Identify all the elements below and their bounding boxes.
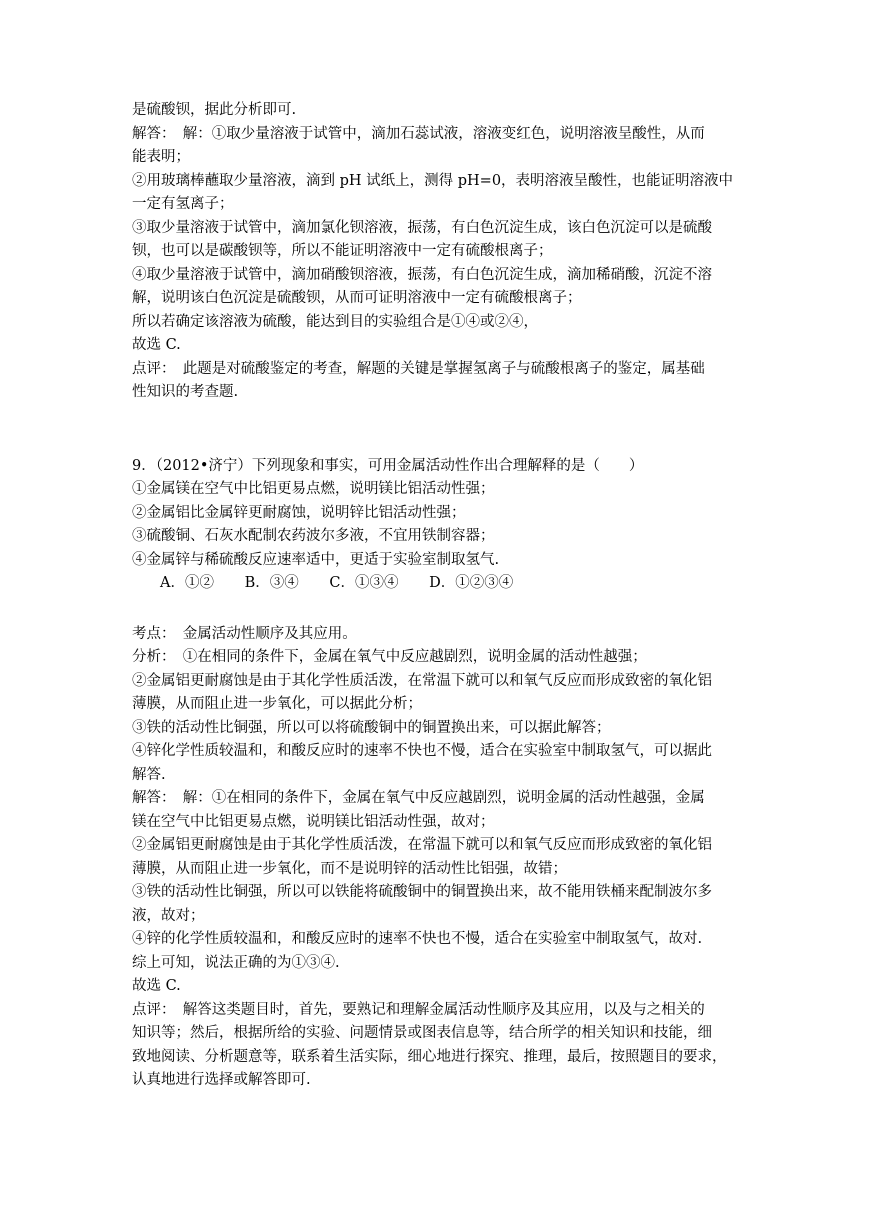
text-line: ③取少量溶液于试管中，滴加氯化钡溶液，振荡，有白色沉淀生成，该白色沉淀可以是硫酸 [132,219,712,236]
statement-line: ③硫酸铜、石灰水配制农药波尔多液，不宜用铁制容器； [132,528,495,544]
text-line: ④锌化学性质较温和，和酸反应时的速率不快也不慢，适合在实验室中制取氢气，可以据此 [132,743,712,759]
text-line: 考点： 金属活动性顺序及其应用。 [132,625,357,642]
document-page [132,99,742,1093]
text-line: ③铁的活动性比铜强，所以可以将硫酸铜中的铜置换出来，可以据此解答； [132,719,611,736]
text-line: ②金属铝更耐腐蚀是由于其化学性质活泼，在常温下就可以和氧气反应而形成致密的氧化铝 [132,837,712,853]
choice-b: B．③④ [244,575,299,591]
question-9-solution [132,623,742,1093]
text-line: 性知识的考查题. [132,384,239,400]
choice-c: C．①③④ [329,575,399,591]
text-line: ②金属铝更耐腐蚀是由于其化学性质活泼，在常温下就可以和氧气反应而形成致密的氧化铝 [132,672,712,689]
text-line: ④取少量溶液于试管中，滴加硝酸钡溶液，振荡，有白色沉淀生成，滴加稀硝酸，沉淀不溶 [132,266,712,283]
text-line: 故选 C. [132,337,181,353]
choice-a: A．①② [160,575,214,591]
text-line: 认真地进行选择或解答即可. [132,1072,311,1088]
choice-d: D．①②③④ [429,575,514,591]
text-line: ④锌的化学性质较温和，和酸反应时的速率不快也不慢，适合在实验室中制取氢气，故对. [132,931,703,947]
text-line: 所以若确定该溶液为硫酸，能达到目的实验组合是①④或②④， [132,313,538,330]
text-line: 点评： 此题是对硫酸鉴定的考查，解题的关键是掌握氢离子与硫酸根离子的鉴定，属基础 [132,360,705,377]
statement-line: ①金属镁在空气中比铝更易点燃，说明镁比铝活动性强； [132,481,495,497]
text-line: 一定有氢离子； [132,196,234,212]
section-spacer [132,405,742,455]
question-9 [132,455,742,1093]
text-line: 分析： ①在相同的条件下，金属在氧气中反应越剧烈，说明金属的活动性越强； [132,649,647,665]
text-line: 能表明； [132,149,190,165]
text-line: 解答. [132,766,166,783]
text-line: 液，故对； [132,907,205,924]
text-line: 薄膜，从而阻止进一步氧化，而不是说明锌的活动性比铝强，故错； [132,860,567,877]
text-line: 知识等；然后，根据所给的实验、问题情景或图表信息等，结合所学的相关知识和技能，细 [132,1025,712,1041]
text-line: 故选 C. [132,978,181,994]
section-spacer [132,596,742,623]
text-line: 镁在空气中比铝更易点燃，说明镁比铝活动性强，故对； [132,813,495,830]
text-line: ②用玻璃棒蘸取少量溶液，滴到 pH 试纸上，测得 pH=0，表明溶液呈酸性，也能证明溶液中 [132,172,734,189]
question-8-solution [132,99,742,405]
text-line: 钡，也可以是碳酸钡等，所以不能证明溶液中一定有硫酸根离子； [132,243,553,259]
text-line: 解答： 解：①在相同的条件下，金属在氧气中反应越剧烈，说明金属的活动性越强，金属 [132,790,705,806]
question-title: 9．（2012•济宁）下列现象和事实，可用金属活动性作出合理解释的是（ ） [132,457,644,474]
text-line: 综上可知，说法正确的为①③④. [132,954,340,971]
statement-line: ②金属铝比金属锌更耐腐蚀，说明锌比铝活动性强； [132,504,466,521]
text-line: 解，说明该白色沉淀是硫酸钡，从而可证明溶液中一定有硫酸根离子； [132,290,582,306]
text-line: 致地阅读、分析题意等，联系着生活实际，细心地进行探究、推理，最后，按照题目的要求， [132,1048,727,1065]
statement-line: ④金属锌与稀硫酸反应速率适中，更适于实验室制取氢气. [132,551,500,568]
text-line: 薄膜，从而阻止进一步氧化，可以据此分析； [132,696,422,712]
text-line: 解答： 解：①取少量溶液于试管中，滴加石蕊试液，溶液变红色，说明溶液呈酸性，从而 [132,125,705,142]
answer-choices [132,572,742,596]
text-line: ③铁的活动性比铜强，所以可以铁能将硫酸铜中的铜置换出来，故不能用铁桶来配制波尔多 [132,884,712,900]
text-line: 是硫酸钡，据此分析即可. [132,102,297,118]
text-line: 点评： 解答这类题目时，首先，要熟记和理解金属活动性顺序及其应用，以及与之相关的 [132,1001,705,1018]
question-stem [132,455,742,573]
